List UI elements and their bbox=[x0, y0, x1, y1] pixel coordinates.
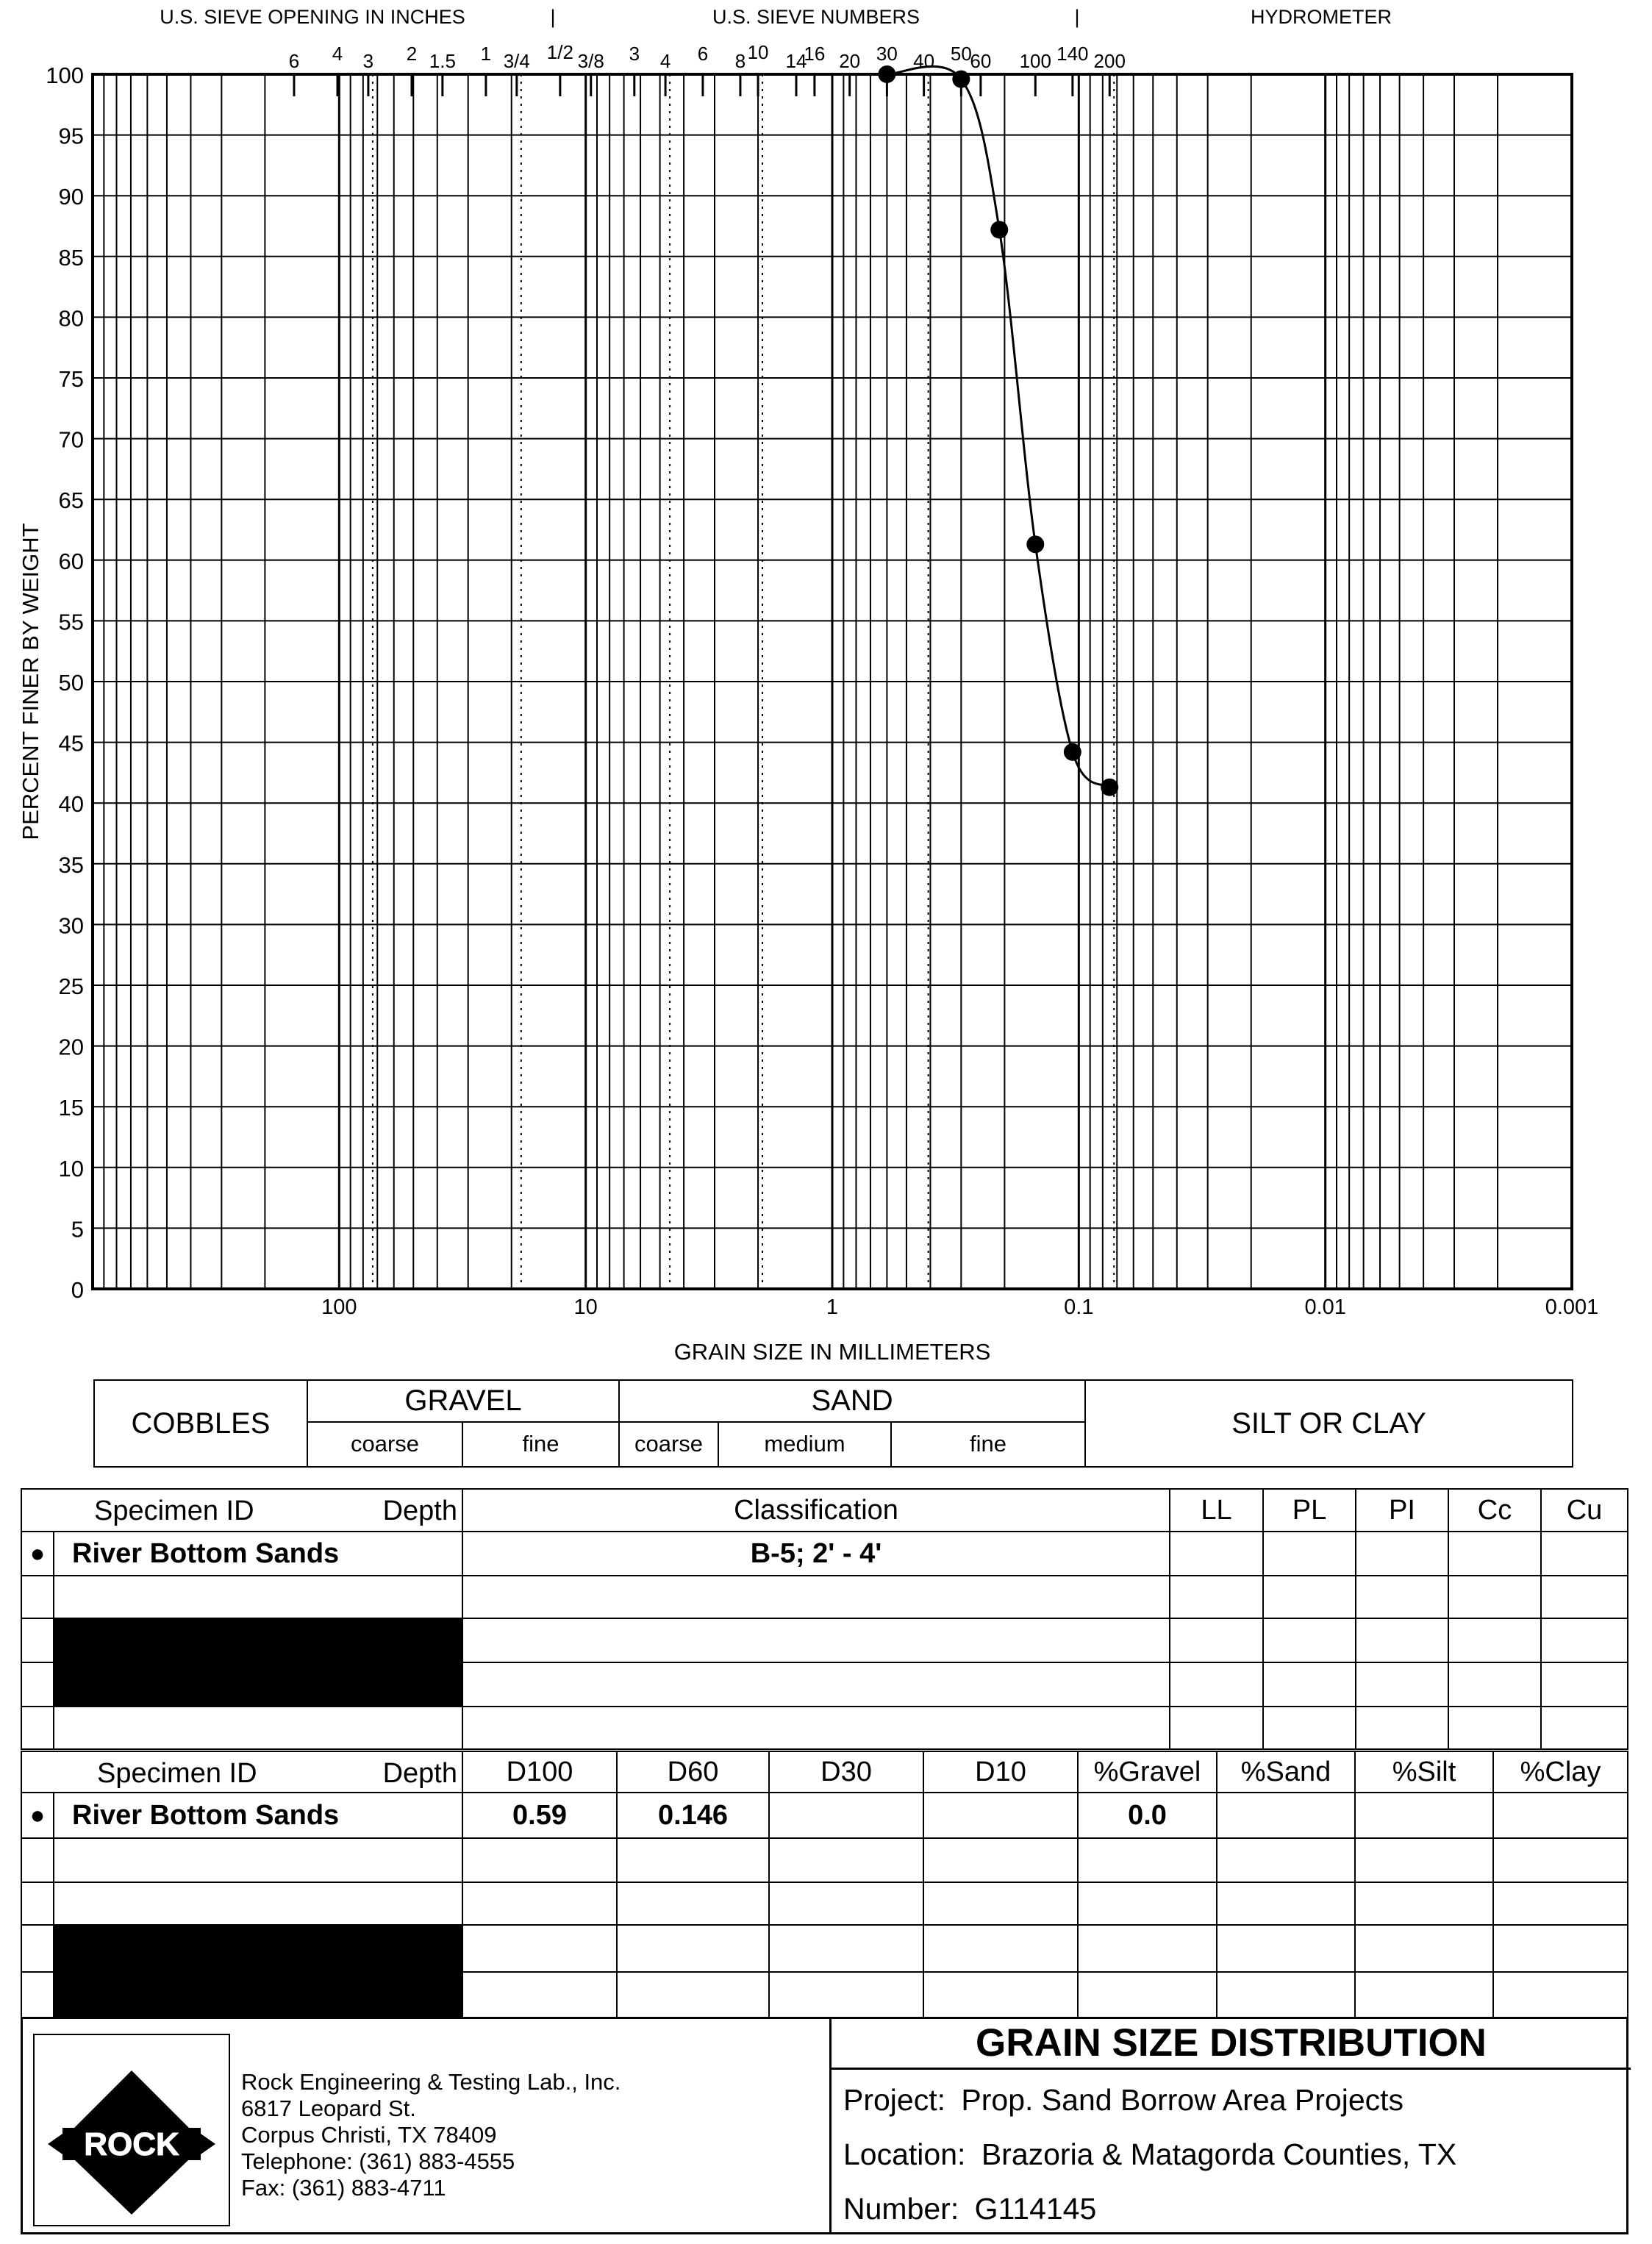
y-tick-label: 35 bbox=[58, 851, 84, 878]
t2-header-d10: D10 bbox=[923, 1751, 1078, 1793]
project-line bbox=[843, 2083, 1404, 2118]
t1-row-marker: ● bbox=[21, 1532, 54, 1576]
header-hydrometer: HYDROMETER bbox=[1250, 6, 1392, 28]
x-axis-title: GRAIN SIZE IN MILLIMETERS bbox=[673, 1339, 991, 1365]
t1-header-specimen bbox=[21, 1489, 462, 1532]
t2-header-silt: %Silt bbox=[1355, 1751, 1493, 1793]
x-tick-label: 0.001 bbox=[1545, 1296, 1599, 1319]
y-tick-label: 65 bbox=[58, 487, 84, 514]
x-tick-labels bbox=[321, 1296, 1598, 1319]
company-info bbox=[241, 2069, 829, 2201]
t2-row-gravel: 0.0 bbox=[1078, 1793, 1217, 1838]
t2-header-gravel: %Gravel bbox=[1078, 1751, 1217, 1793]
number-label: Number: bbox=[843, 2192, 959, 2226]
company-telephone: Telephone: (361) 883-4555 bbox=[241, 2148, 515, 2174]
redacted-block bbox=[54, 1925, 462, 1972]
y-tick-labels bbox=[46, 62, 84, 1303]
chart-grid bbox=[93, 74, 1572, 1289]
number-value: G114145 bbox=[974, 2192, 1097, 2226]
sieve-label: 1.5 bbox=[429, 50, 456, 72]
classification-table bbox=[21, 1488, 1628, 1750]
company-city: Corpus Christi, TX 78409 bbox=[241, 2122, 497, 2148]
table-row bbox=[21, 1576, 1628, 1618]
class-sand-fine: fine bbox=[891, 1422, 1085, 1467]
sieve-label: 14 bbox=[785, 50, 807, 72]
y-tick-label: 25 bbox=[58, 973, 84, 999]
table-row bbox=[21, 1793, 1628, 1838]
t2-header-d30: D30 bbox=[769, 1751, 923, 1793]
series-river-bottom-sands bbox=[878, 65, 1118, 796]
soil-class-table bbox=[93, 1379, 1573, 1468]
x-tick-label: 1 bbox=[826, 1296, 839, 1319]
report-title: GRAIN SIZE DISTRIBUTION bbox=[832, 2017, 1631, 2070]
sieve-label: 60 bbox=[970, 50, 992, 72]
y-tick-label: 5 bbox=[71, 1216, 84, 1243]
class-silt-clay: SILT OR CLAY bbox=[1085, 1380, 1573, 1467]
y-tick-label: 100 bbox=[46, 62, 84, 88]
y-tick-label: 40 bbox=[58, 791, 84, 818]
sieve-label: 3/8 bbox=[577, 50, 604, 72]
x-tick-label: 0.1 bbox=[1064, 1296, 1094, 1319]
t2-row-marker: ● bbox=[21, 1793, 54, 1838]
company-fax: Fax: (361) 883-4711 bbox=[241, 2175, 446, 2201]
table-row bbox=[21, 1882, 1628, 1925]
sieve-label: 140 bbox=[1056, 43, 1089, 65]
sieve-label: 200 bbox=[1093, 50, 1126, 72]
y-tick-label: 0 bbox=[71, 1277, 84, 1303]
t2-row-specimen: River Bottom Sands bbox=[54, 1793, 462, 1838]
y-tick-label: 80 bbox=[58, 305, 84, 332]
logo-arrow-right bbox=[201, 2134, 215, 2154]
table-row bbox=[21, 1838, 1628, 1882]
class-sand-coarse: coarse bbox=[619, 1422, 718, 1467]
y-tick-label: 60 bbox=[58, 548, 84, 574]
t1-header-pl: PL bbox=[1263, 1489, 1356, 1532]
t1-row-specimen: River Bottom Sands bbox=[54, 1532, 462, 1576]
location-line bbox=[843, 2137, 1456, 2172]
t1-header-pi: PI bbox=[1356, 1489, 1448, 1532]
t1-header-ll: LL bbox=[1170, 1489, 1263, 1532]
sieve-label: 3 bbox=[362, 50, 374, 72]
y-tick-label: 30 bbox=[58, 912, 84, 939]
sieve-label: 50 bbox=[950, 43, 972, 65]
y-tick-label: 10 bbox=[58, 1155, 84, 1182]
sieve-label: 8 bbox=[734, 50, 746, 72]
t2-header-d100: D100 bbox=[462, 1751, 617, 1793]
header-sieve-inches: U.S. SIEVE OPENING IN INCHES bbox=[160, 6, 465, 28]
sieve-label: 4 bbox=[659, 50, 671, 72]
rock-logo bbox=[35, 2035, 229, 2225]
sieve-label: 2 bbox=[406, 43, 418, 65]
t1-header-classification: Classification bbox=[462, 1489, 1170, 1532]
logo-box bbox=[33, 2034, 230, 2226]
series-line bbox=[887, 66, 1109, 787]
t1-header-specimen-label: Specimen ID bbox=[94, 1496, 254, 1526]
y-tick-label: 75 bbox=[58, 366, 84, 392]
y-tick-label: 15 bbox=[58, 1095, 84, 1121]
project-value: Prop. Sand Borrow Area Projects bbox=[961, 2083, 1404, 2117]
report-info bbox=[829, 2017, 1631, 2234]
header-divider-2: | bbox=[1074, 6, 1080, 28]
sieve-label: 40 bbox=[913, 50, 935, 72]
t1-header-cu: Cu bbox=[1541, 1489, 1628, 1532]
table-row bbox=[21, 1532, 1628, 1576]
class-sand: SAND bbox=[619, 1380, 1085, 1422]
header-sieve-numbers: U.S. SIEVE NUMBERS bbox=[712, 6, 920, 28]
class-cobbles: COBBLES bbox=[94, 1380, 307, 1467]
sieve-label: 3 bbox=[629, 43, 640, 65]
sieve-label: 6 bbox=[288, 50, 300, 72]
company-street: 6817 Leopard St. bbox=[241, 2095, 416, 2121]
y-tick-label: 70 bbox=[58, 426, 84, 453]
t2-header-depth-label: Depth bbox=[382, 1758, 457, 1789]
redacted-block bbox=[54, 1618, 462, 1662]
logo-arrow-left bbox=[48, 2134, 62, 2154]
data-point bbox=[1026, 535, 1044, 553]
redacted-block bbox=[54, 1662, 462, 1707]
project-label: Project: bbox=[843, 2083, 945, 2117]
y-tick-label: 85 bbox=[58, 244, 84, 271]
footer bbox=[21, 2017, 1628, 2234]
table-row bbox=[21, 1972, 1628, 2018]
company-name: Rock Engineering & Testing Lab., Inc. bbox=[241, 2069, 621, 2095]
t2-header-d60: D60 bbox=[617, 1751, 769, 1793]
table-row bbox=[21, 1925, 1628, 1972]
number-line bbox=[843, 2192, 1096, 2226]
data-point bbox=[1064, 743, 1081, 761]
t2-header-sand: %Sand bbox=[1217, 1751, 1355, 1793]
logo-text: ROCK bbox=[84, 2126, 179, 2162]
table-row bbox=[21, 1662, 1628, 1707]
sieve-label: 30 bbox=[876, 43, 898, 65]
location-value: Brazoria & Matagorda Counties, TX bbox=[981, 2137, 1457, 2171]
redacted-block bbox=[54, 1972, 462, 2018]
sieve-label: 1 bbox=[480, 43, 492, 65]
t1-header-depth-label: Depth bbox=[382, 1496, 457, 1526]
sieve-label: 6 bbox=[697, 43, 709, 65]
t2-header-clay: %Clay bbox=[1493, 1751, 1628, 1793]
header-divider-1: | bbox=[550, 6, 556, 28]
x-tick-label: 0.01 bbox=[1304, 1296, 1346, 1319]
class-gravel-fine: fine bbox=[462, 1422, 619, 1467]
y-tick-label: 20 bbox=[58, 1034, 84, 1060]
gradation-table bbox=[21, 1751, 1628, 2018]
sieve-label: 20 bbox=[839, 50, 861, 72]
class-gravel: GRAVEL bbox=[307, 1380, 619, 1422]
y-tick-label: 50 bbox=[58, 670, 84, 696]
sieve-label: 4 bbox=[332, 43, 343, 65]
location-label: Location: bbox=[843, 2137, 966, 2171]
t2-row-d60: 0.146 bbox=[617, 1793, 769, 1838]
table-row bbox=[21, 1707, 1628, 1749]
t1-row-classification: B-5; 2' - 4' bbox=[462, 1532, 1170, 1576]
y-tick-label: 90 bbox=[58, 184, 84, 210]
t2-row-d100: 0.59 bbox=[462, 1793, 617, 1838]
t1-header-cc: Cc bbox=[1448, 1489, 1541, 1532]
data-point bbox=[1101, 779, 1118, 796]
t2-header-specimen bbox=[21, 1751, 462, 1793]
sieve-markers bbox=[289, 41, 1126, 96]
sieve-label: 16 bbox=[804, 43, 826, 65]
y-tick-label: 95 bbox=[58, 123, 84, 149]
sieve-label: 3/4 bbox=[503, 50, 530, 72]
y-tick-label: 45 bbox=[58, 730, 84, 757]
sieve-label: 100 bbox=[1019, 50, 1051, 72]
y-axis-title: PERCENT FINER BY WEIGHT bbox=[18, 523, 43, 840]
class-sand-medium: medium bbox=[718, 1422, 891, 1467]
t2-header-specimen-label: Specimen ID bbox=[97, 1758, 257, 1789]
class-gravel-coarse: coarse bbox=[307, 1422, 462, 1467]
sieve-label: 10 bbox=[747, 41, 769, 63]
x-tick-label: 100 bbox=[321, 1296, 357, 1319]
table-row bbox=[21, 1618, 1628, 1662]
y-tick-label: 55 bbox=[58, 609, 84, 635]
data-point bbox=[990, 221, 1008, 238]
sieve-label: 1/2 bbox=[546, 41, 573, 63]
x-tick-label: 10 bbox=[573, 1296, 598, 1319]
